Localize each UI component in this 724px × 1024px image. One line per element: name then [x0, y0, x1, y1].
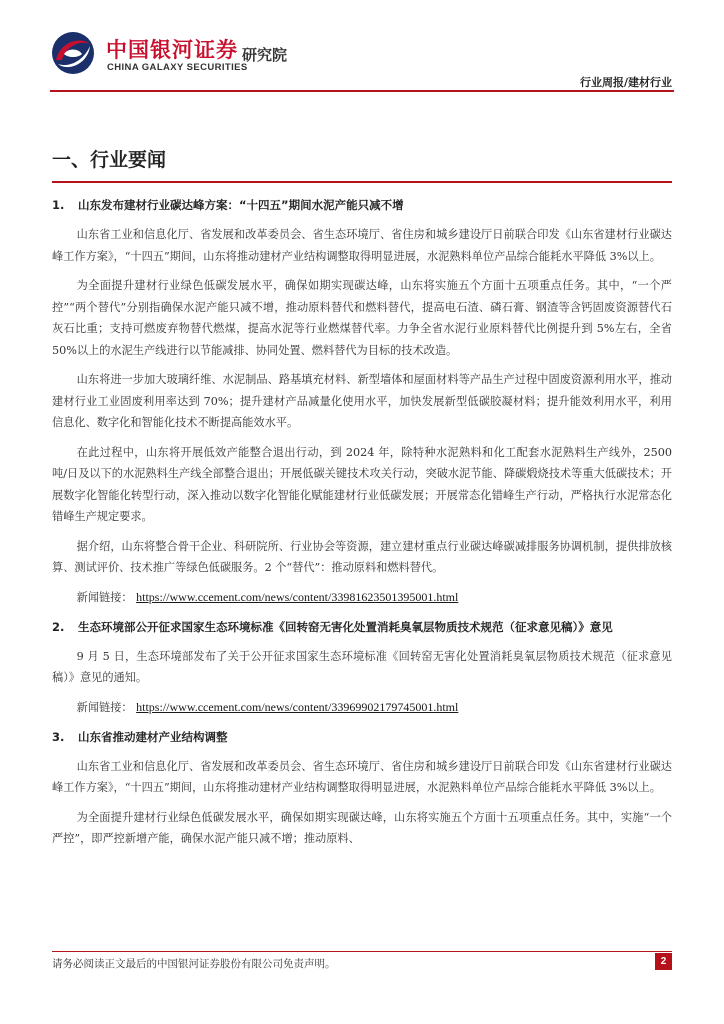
news-link[interactable]: https://www.ccement.com/news/content/33969902179745001.html: [136, 699, 459, 714]
news-link-label: 新闻链接：: [76, 590, 133, 604]
header-divider: [50, 90, 674, 92]
paragraph: 9 月 5 日，生态环境部发布了关于公开征求国家生态环境标准《回转窑无害化处置消耗臭氧层物质技术规范（征求意见稿）》意见的通知。: [52, 649, 672, 684]
galaxy-logo-icon: [50, 30, 96, 76]
news-link-line: [52, 697, 672, 718]
news-item-heading: 生态环境部公开征求国家生态环境标准《回转窑无害化处置消耗臭氧层物质技术规范（征求意见稿）》意见: [78, 619, 613, 634]
report-category: 行业周报/建材行业: [579, 76, 672, 89]
news-link-line: [52, 587, 672, 608]
news-item-title: [52, 617, 672, 638]
paragraph: 山东省工业和信息化厅、省发展和改革委员会、省生态环境厅、省住房和城乡建设厅日前联合印发《山东省建材行业碳达峰工作方案》，“十四五”期间，山东将推动建材产业结构调整取得明显进展，水泥熟料单位产品综合能耗水平降低 3%以上。: [52, 228, 672, 263]
footer-divider: [52, 951, 672, 952]
paragraph: 为全面提升建材行业绿色低碳发展水平，确保如期实现碳达峰，山东将实施五个方面十五项重点任务。其中，“一个严控”“两个替代”分别指确保水泥产能只减不增，推动原料替代和燃料替代，提高电石渣、磷石膏、钢渣等含钙固废资源替代石灰石比重；支持可燃废弃物替代燃煤，提高水泥等行业燃煤替代率。力争全省水泥行业原料替代比例提升到 5%左右，全省 50%以上的水泥生产线进行以节能减排、协同处置、燃料替代为目标的技术改造。: [52, 279, 672, 357]
news-item-title: [52, 195, 672, 216]
news-item-number: 1.: [52, 198, 65, 212]
logo-english-name: CHINA GALAXY SECURITIES: [107, 62, 248, 73]
paragraph: 山东将进一步加大玻璃纤维、水泥制品、路基填充材料、新型墙体和屋面材料等产品生产过程中固废资源利用水平，推动建材行业工业固废利用率达到 70%；提升建材产品减量化使用水平，加快发展新型低碳胶凝材料；提升能效利用水平，利用信息化、数字化和智能化技术不断提高能效水平。: [52, 373, 672, 429]
section-divider: [52, 181, 672, 183]
news-item-heading: 山东省推动建材产业结构调整: [78, 729, 228, 744]
institute-label: 研究院: [242, 46, 288, 64]
page-header: [0, 0, 724, 95]
news-item-number: 3.: [52, 729, 65, 744]
footer-disclaimer: 请务必阅读正文最后的中国银河证券股份有限公司免责声明。: [52, 958, 336, 970]
news-item-number: 2.: [52, 619, 65, 634]
news-link[interactable]: https://www.ccement.com/news/content/33981623501395001.html: [136, 589, 459, 604]
news-item-title: [52, 727, 672, 748]
main-content: [52, 148, 672, 858]
paragraph: 为全面提升建材行业绿色低碳发展水平，确保如期实现碳达峰，山东将实施五个方面十五项重点任务。其中，实施“一个严控”，即严控新增产能，确保水泥产能只减不增；推动原料、: [52, 810, 672, 845]
paragraph: 在此过程中，山东将开展低效产能整合退出行动，到 2024 年，除特种水泥熟料和化工配套水泥熟料生产线外，2500 吨/日及以下的水泥熟料生产线全部整合退出；开展低碳关键技术攻关行动，突破水泥节能、降碳煅烧技术等重大低碳技术；开展数字化智能化转型行动，深入推动以数字化智能化赋能建材行业低碳发展；开展常态化错峰生产行动，严格执行水泥常态化错峰生产规定要求。: [52, 445, 672, 523]
page-number: 2: [655, 953, 672, 970]
paragraph: 据介绍，山东将整合骨干企业、科研院所、行业协会等资源，建立建材重点行业碳达峰碳减排服务协调机制，提供排放核算、测试评价、技术推广等绿色低碳服务。2 个“替代”：推动原料和燃料替代。: [52, 539, 672, 574]
news-link-label: 新闻链接：: [76, 700, 133, 714]
news-item-heading: 山东发布建材行业碳达峰方案：“十四五”期间水泥产能只减不增: [78, 198, 404, 212]
paragraph: 山东省工业和信息化厅、省发展和改革委员会、省生态环境厅、省住房和城乡建设厅日前联合印发《山东省建材行业碳达峰工作方案》，“十四五”期间，山东将推动建材产业结构调整取得明显进展，水泥熟料单位产品综合能耗水平降低 3%以上。: [52, 759, 672, 794]
logo-chinese-name: 中国银河证券: [106, 38, 238, 62]
section-title: 一、行业要闻: [52, 149, 167, 171]
